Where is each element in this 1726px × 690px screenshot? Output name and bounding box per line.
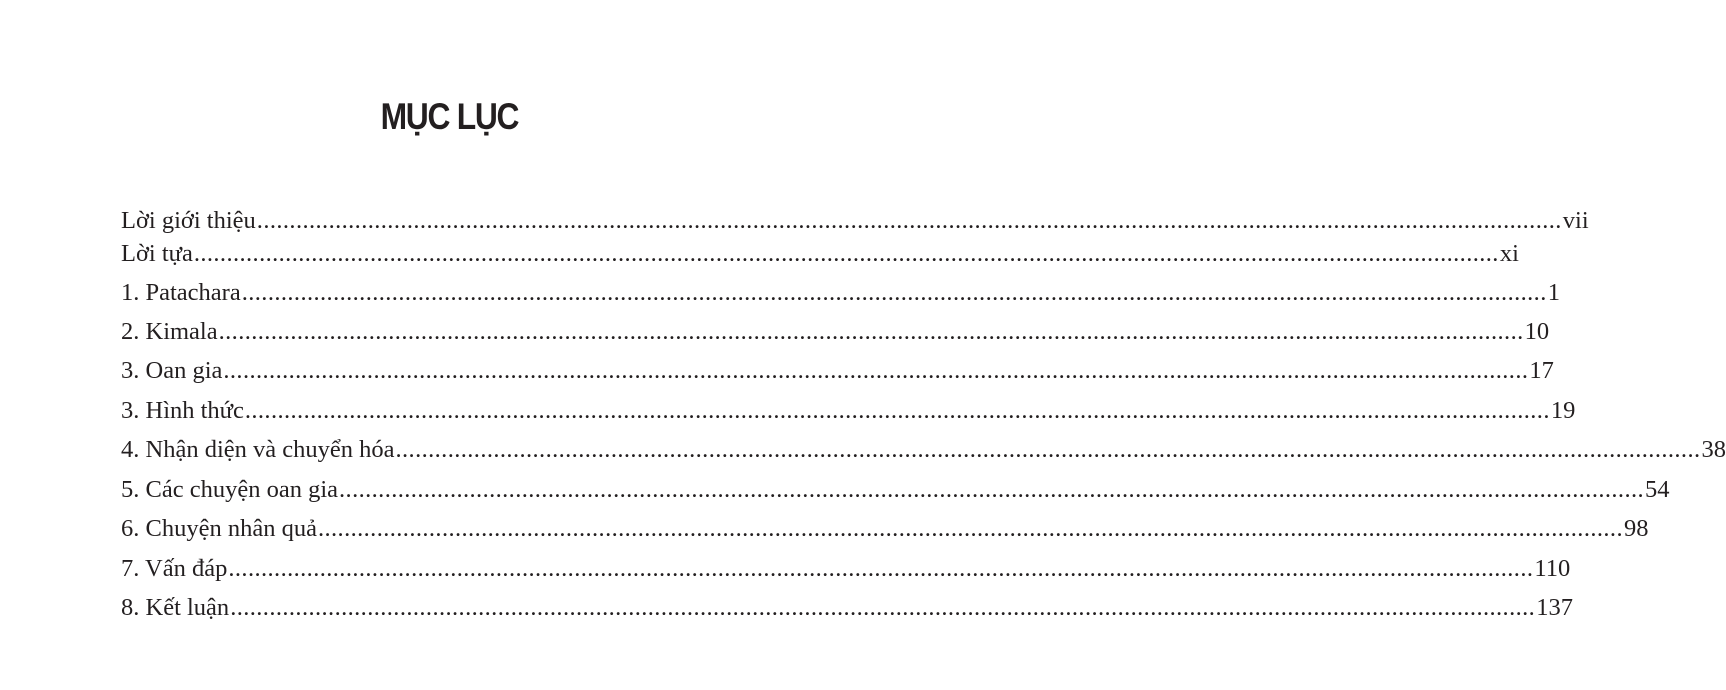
toc-entry-label: Lời giới thiệu	[121, 207, 256, 234]
toc-entry-label: 4. Nhận diện và chuyển hóa	[121, 436, 395, 463]
toc-entry-page: 98	[1623, 515, 1649, 542]
toc-dot-leader: ........................................................................................................................................................................................................	[395, 436, 1701, 463]
toc-dot-leader: ........................................................................................................................................................................................................	[317, 515, 1623, 542]
toc-entry-hinh-thuc	[121, 397, 1576, 431]
toc-entry-page: 110	[1534, 555, 1571, 582]
toc-entry-loi-gioi-thieu	[121, 207, 1589, 241]
toc-entry-page: 38	[1701, 436, 1726, 463]
toc-entry-patachara	[121, 279, 1560, 313]
toc-entry-loi-tua	[121, 240, 1519, 274]
toc-dot-leader: ........................................................................................................................................................................................................	[223, 357, 1529, 384]
toc-entry-page: 54	[1645, 476, 1670, 503]
toc-dot-leader: ........................................................................................................................................................................................................	[256, 207, 1562, 234]
toc-entry-kimala	[121, 318, 1550, 352]
toc-entry-page: 17	[1529, 357, 1554, 384]
toc-entry-page: 137	[1536, 594, 1573, 621]
toc-entry-ket-luan	[121, 594, 1573, 628]
toc-entry-page: vii	[1562, 207, 1589, 234]
toc-entry-page: xi	[1499, 240, 1519, 267]
toc-entry-van-dap	[121, 555, 1571, 589]
toc-entry-label: 1. Patachara	[121, 279, 241, 306]
toc-dot-leader: ........................................................................................................................................................................................................	[193, 240, 1499, 267]
toc-entry-nhan-dien	[121, 436, 1726, 470]
toc-entry-page: 10	[1524, 318, 1550, 345]
toc-entry-page: 19	[1550, 397, 1576, 424]
toc-dot-leader: ........................................................................................................................................................................................................	[241, 279, 1547, 306]
toc-dot-leader: ........................................................................................................................................................................................................	[228, 555, 1534, 582]
toc-entry-oan-gia	[121, 357, 1554, 391]
toc-entry-page: 1	[1547, 279, 1560, 306]
toc-dot-leader: ........................................................................................................................................................................................................	[218, 318, 1524, 345]
toc-entry-label: 3. Oan gia	[121, 357, 223, 384]
toc-entry-cac-chuyen-oan-gia	[121, 476, 1670, 510]
toc-entry-label: 7. Vấn đáp	[121, 555, 228, 582]
toc-entry-label: 5. Các chuyện oan gia	[121, 476, 339, 503]
toc-entry-label: 2. Kimala	[121, 318, 218, 345]
toc-entry-label: 6. Chuyện nhân quả	[121, 515, 317, 542]
toc-dot-leader: ........................................................................................................................................................................................................	[230, 594, 1536, 621]
toc-entry-label: 8. Kết luận	[121, 594, 230, 621]
toc-dot-leader: ........................................................................................................................................................................................................	[244, 397, 1550, 424]
toc-dot-leader: ........................................................................................................................................................................................................	[339, 476, 1645, 503]
page-title: MỤC LỤC	[380, 96, 519, 137]
toc-entry-label: 3. Hình thức	[121, 397, 244, 424]
toc-entry-label: Lời tựa	[121, 240, 193, 267]
toc-entry-chuyen-nhan-qua	[121, 515, 1649, 549]
